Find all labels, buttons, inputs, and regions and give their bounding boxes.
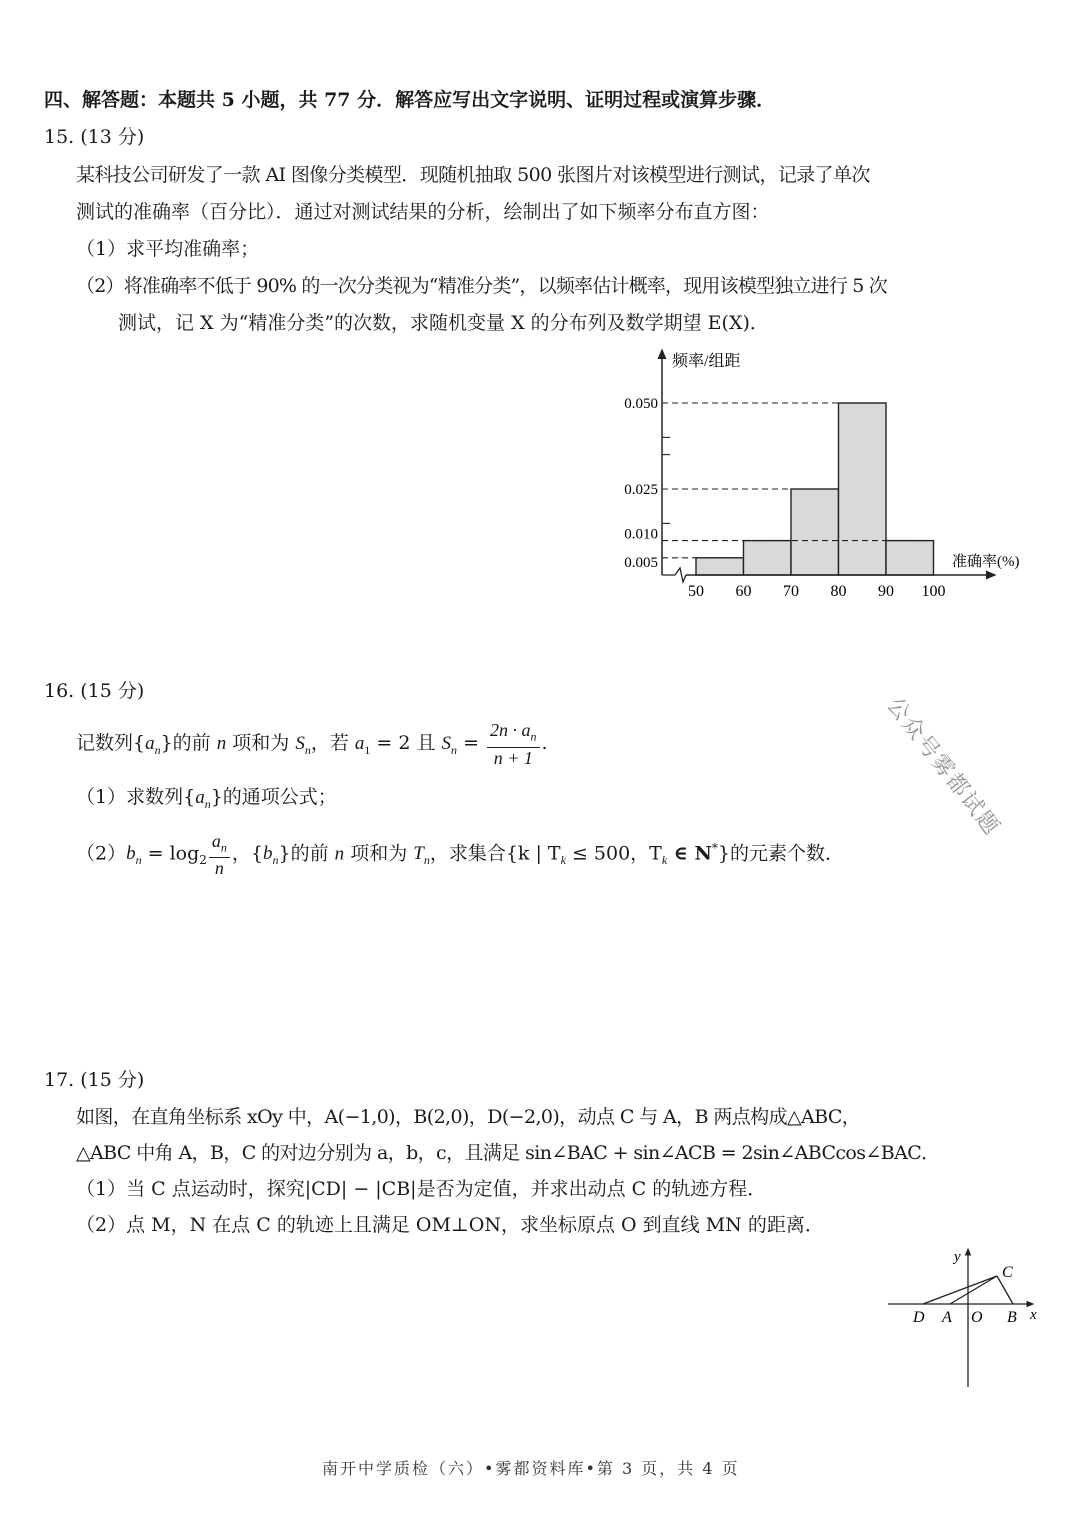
label-D: D xyxy=(913,1309,925,1326)
label-O: O xyxy=(971,1309,983,1326)
q15-part2-line2: 测试，记 X 为“精准分类”的次数，求随机变量 X 的分布列及数学期望 E(X)． xyxy=(118,312,769,334)
label-A: A xyxy=(942,1309,952,1326)
x-tick-label: 80 xyxy=(830,583,847,600)
math-b-n: $b_n$ xyxy=(126,843,142,868)
label-y: y xyxy=(954,1249,961,1265)
q16-part2-text: ∈ N xyxy=(667,842,712,865)
label-x: x xyxy=(1030,1307,1037,1323)
segment-AC xyxy=(950,1276,997,1304)
math-b-n: $b_n$ xyxy=(263,843,279,868)
histogram-bar xyxy=(744,541,792,575)
q16-stem: 记数列$\{a_n\}$的前 n 项和为 $S_n$，若 $a_1 = 2$ 且 $S_n$ = $\frac{2n \cdot a_n}{n + 1}$ . xyxy=(76,720,548,768)
math-T-n: $T_n$ xyxy=(413,843,430,868)
x-tick-label: 70 xyxy=(783,583,799,600)
q16-part2-text: ≤ 500，T xyxy=(565,842,662,865)
q16-part2-text: （2） xyxy=(76,842,127,865)
histogram-bar xyxy=(839,403,887,575)
q16-stem-text: 项和为 xyxy=(226,731,296,754)
fraction-numerator: 2n · a xyxy=(490,720,531,740)
y-tick-label: 0.005 xyxy=(624,554,658,571)
q17-part1: （1）当 C 点运动时，探究|CD| − |CB|是否为定值，并求出动点 C 的轨迹方程． xyxy=(76,1178,767,1200)
x-tick-label: 50 xyxy=(688,583,704,600)
q16-part2-text: }的前 xyxy=(278,842,335,865)
q16-stem-text: ，若 xyxy=(310,731,355,754)
q15-part1: （1）求平均准确率； xyxy=(76,238,260,260)
coordinate-figure xyxy=(870,1245,1060,1395)
q15-number: 15. (13 分) xyxy=(44,126,145,148)
y-axis-label: 频率/组距 xyxy=(672,353,741,370)
watermark: 公众号雾都试题 xyxy=(881,693,1005,841)
q16-part2: $(2)b_n = \log_2$ $\frac{a_n}{n}$ ，$\{b_n\}$的前 n 项和为 $T_n$，求集合{k | $T_k \le 500$，$T_k$ ∈ N*}的元素个数． xyxy=(76,830,844,879)
fraction-an-over-n: $\frac{a_n}{n}$ xyxy=(209,831,230,879)
q17-line2: △ABC 中角 A，B，C 的对边分别为 a，b，c，且满足 sin∠BAC + sin∠ACB = 2sin∠ABCcos∠BAC． xyxy=(76,1142,940,1164)
math-a-n: $a_n$ xyxy=(145,732,161,757)
y-tick-label: 0.050 xyxy=(624,396,658,412)
math-a-n: $a_n$ xyxy=(195,787,211,811)
q16-part2-text: }的元素个数． xyxy=(717,842,844,865)
x-tick-label: 90 xyxy=(878,583,894,600)
fraction-sn: $\frac{2n \cdot a_n}{n + 1}$ xyxy=(487,720,540,768)
q16-part1-text: （1）求数列{ xyxy=(76,786,196,808)
y-tick-label: 0.010 xyxy=(624,526,658,543)
q16-stem-text: = 2 且 xyxy=(370,731,442,754)
q16-part1-text: }的通项公式； xyxy=(210,786,337,808)
q16-stem-text: }的前 xyxy=(160,731,217,754)
frequency-histogram xyxy=(600,340,1060,610)
q17-part2: （2）点 M，N 在点 C 的轨迹上且满足 OM⊥ON，求坐标原点 O 到直线 MN 的距离． xyxy=(76,1214,824,1236)
math-S-n: $S_n$ xyxy=(441,732,458,757)
q15-stem-line2: 测试的准确率（百分比）．通过对测试结果的分析，绘制出了如下频率分布直方图： xyxy=(76,201,770,223)
y-tick-label: 0.025 xyxy=(624,482,658,498)
q16-part1 xyxy=(76,784,337,817)
q16-number: 16. (15 分) xyxy=(44,680,145,702)
x-tick-label: 100 xyxy=(921,583,946,600)
histogram-bar xyxy=(696,558,744,575)
label-C: C xyxy=(1002,1264,1013,1281)
q15-stem-line1: 某科技公司研发了一款 AI 图像分类模型．现随机抽取 500 张图片对该模型进行测试，记录了单次 xyxy=(76,164,870,186)
q16-stem-text: 记数列{ xyxy=(76,731,146,754)
math-S-n: $S_n$ xyxy=(295,732,311,757)
q15-part2-line1: （2）将准确率不低于 90% 的一次分类视为“精准分类”，以频率估计概率，现用该模型独立进行 5 次 xyxy=(76,275,887,297)
x-axis-label: 准确率(%) xyxy=(952,554,1020,570)
section-header: 四、解答题：本题共 5 小题，共 77 分．解答应写出文字说明、证明过程或演算步骤． xyxy=(44,89,776,111)
q17-line1: 如图，在直角坐标系 xOy 中，A(−1,0)，B(2,0)，D(−2,0)，动点 C 与 A，B 两点构成△ABC， xyxy=(76,1106,861,1128)
segment-DC xyxy=(923,1276,997,1304)
q16-part2-text: ，求集合{k | T xyxy=(429,842,561,865)
q16-part2-text: 项和为 xyxy=(344,842,414,865)
page-footer: 南开中学质检（六）•雾都资料库•第 3 页，共 4 页 xyxy=(322,1459,740,1478)
label-B: B xyxy=(1007,1309,1017,1326)
x-axis-break-icon xyxy=(662,568,686,582)
fraction-denominator: n + 1 xyxy=(493,747,533,768)
q16-part2-text: ，{ xyxy=(231,842,264,865)
histogram-bar xyxy=(886,541,934,575)
q16-part2-text: = log xyxy=(141,842,200,865)
math-n: n xyxy=(216,732,227,754)
math-a-1: $a_1$ xyxy=(354,732,371,757)
histogram-bar xyxy=(791,489,839,575)
q17-number: 17. (15 分) xyxy=(44,1069,145,1091)
math-n: n xyxy=(334,843,345,865)
x-tick-label: 60 xyxy=(735,583,752,600)
